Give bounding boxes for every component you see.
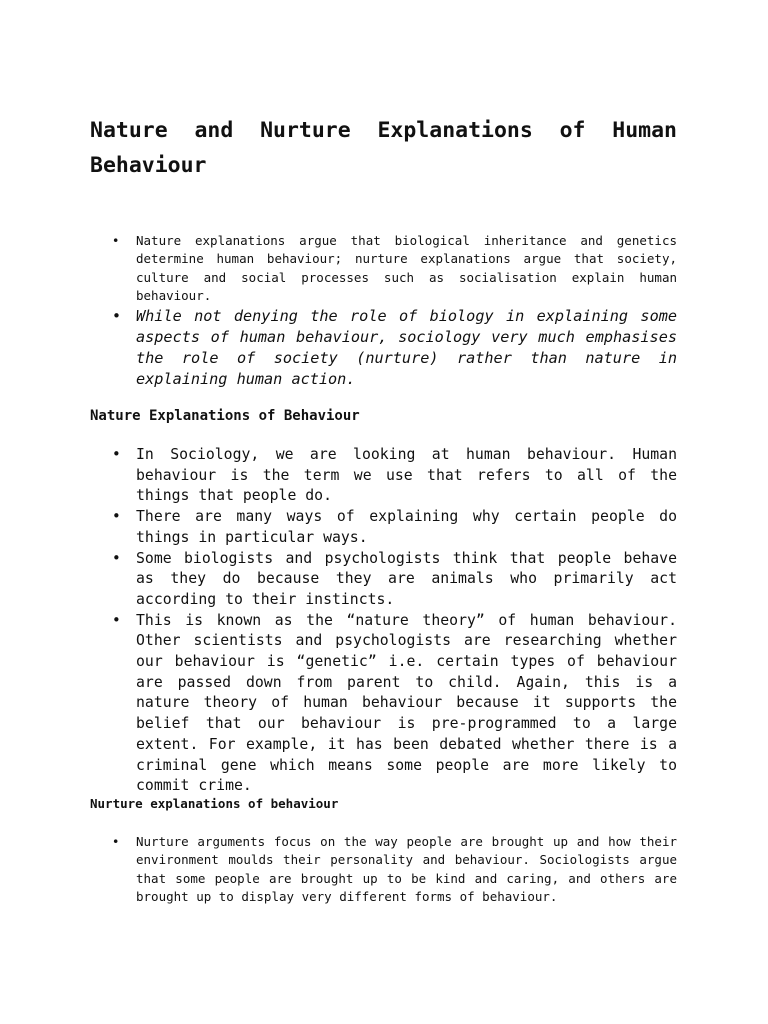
nature-bullet-list	[90, 445, 677, 797]
list-item: • Nature explanations argue that biological inheritance and genetics determine human behaviour; nurture explanations argue that society, culture and social processes such as socialisation explain human behaviour.	[90, 232, 677, 306]
nurture-bullet-list	[90, 833, 677, 907]
list-item: • In Sociology, we are looking at human behaviour. Human behaviour is the term we use that refers to all of the things that people do.	[90, 445, 677, 507]
list-item: • Nurture arguments focus on the way people are brought up and how their environment moulds their personality and behaviour. Sociologists argue that some people are brought up to be kind and caring, and others are brought up to display very different forms of behaviour.	[90, 833, 677, 907]
list-item: • Some biologists and psychologists think that people behave as they do because they are animals who primarily act according to their instincts.	[90, 549, 677, 611]
section-heading-nurture: Nurture explanations of behaviour	[90, 796, 339, 811]
list-item: • There are many ways of explaining why certain people do things in particular ways.	[90, 507, 677, 548]
page-title: Nature and Nurture Explanations of Human Behaviour	[90, 118, 677, 178]
section-heading-nature: Nature Explanations of Behaviour	[90, 408, 360, 424]
intro-bullet-list	[90, 232, 677, 390]
list-item: • While not denying the role of biology in explaining some aspects of human behaviour, sociology very much emphasises the role of society (nurture) rather than nature in explaining human action.	[90, 306, 677, 390]
list-item: • This is known as the “nature theory” of human behaviour. Other scientists and psychologists are researching whether our behaviour is “genetic” i.e. certain types of behaviour are passed down from parent to child. Again, this is a nature theory of human behaviour because it supports the belief that our behaviour is pre-programmed to a large extent. For example, it has been debated whether there is a criminal gene which means some people are more likely to commit crime.	[90, 611, 677, 797]
